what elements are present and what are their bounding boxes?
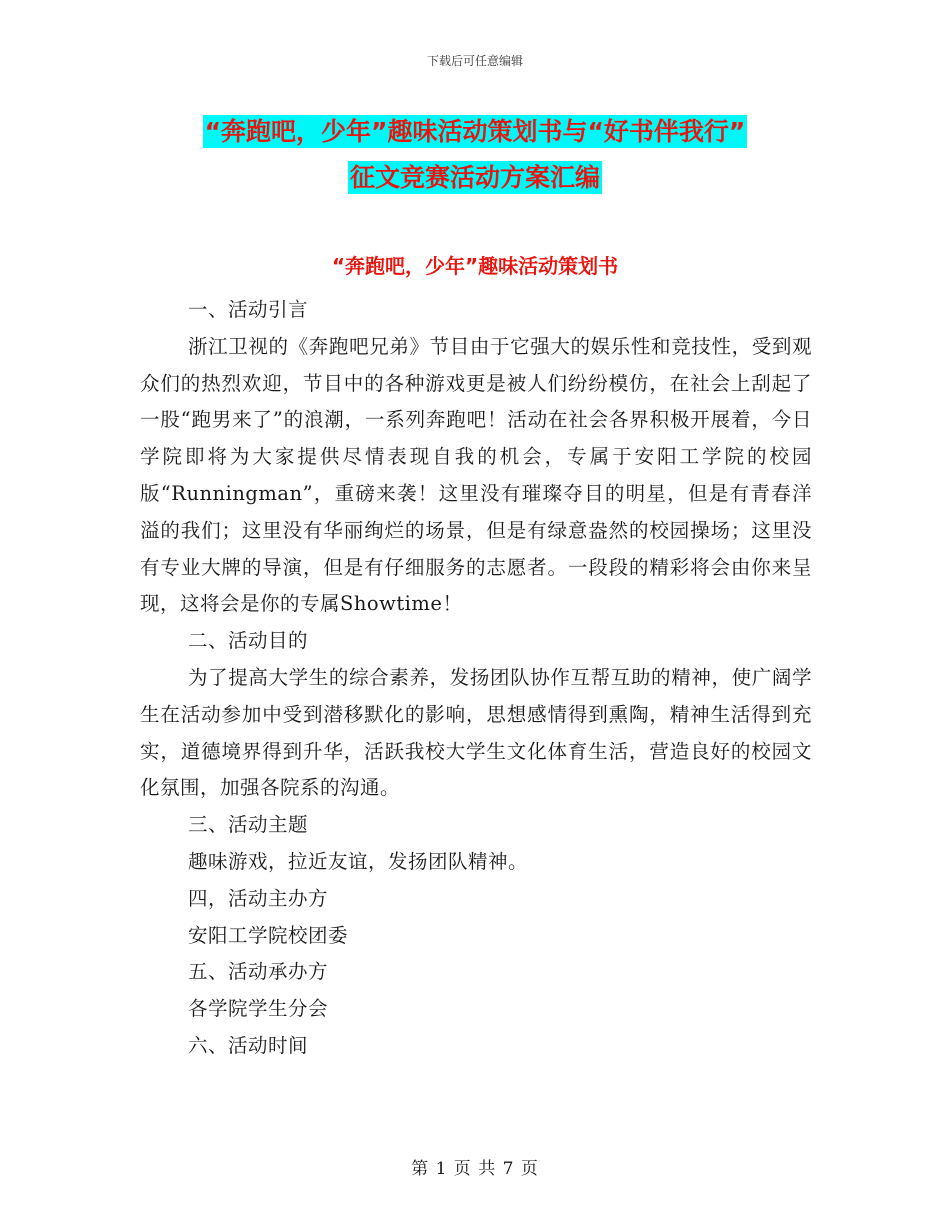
paragraph-organizer: 安阳工学院校团委 xyxy=(188,923,349,947)
document-body xyxy=(140,292,812,1065)
page-footer: 第 1 页 共 7 页 xyxy=(411,1159,539,1179)
main-title-line2: 征文竞赛活动方案汇编 xyxy=(349,163,600,192)
heading-host: 五、活动承办方 xyxy=(188,960,329,984)
heading-introduction: 一、活动引言 xyxy=(188,298,309,321)
heading-organizer: 四，活动主办方 xyxy=(188,886,329,910)
heading-time: 六、活动时间 xyxy=(188,1033,309,1057)
heading-theme: 三、活动主题 xyxy=(188,813,309,837)
paragraph-introduction: 浙江卫视的《奔跑吧兄弟》节目由于它强大的娱乐性和竞技性，受到观众们的热烈欢迎，节目中的各种游戏更是被人们纷纷模仿，在社会上刮起了一股“跑男来了”的浪潮，一系列奔跑吧！活动在社会各界积极开展着，今日学院即将为大家提供尽情表现自我的机会，专属于安阳工学院的校园版“Runningman”，重磅来袭！这里没有璀璨夺目的明星，但是有青春洋溢的我们；这里没有华丽绚烂的场景，但是有绿意盎然的校园操场；这里没有专业大牌的导演，但是有仔细服务的志愿者。一段段的精彩将会由你来呈现，这将会是你的专属Showtime！ xyxy=(140,334,812,616)
paragraph-purpose: 为了提高大学生的综合素养，发扬团队协作互帮互助的精神，使广阔学生在活动参加中受到潜移默化的影响，思想感情得到熏陶，精神生活得到充实，道德境界得到升华，活跃我校大学生文化体育生活，营造良好的校园文化氛围，加强各院系的沟通。 xyxy=(140,665,812,800)
paragraph-theme: 趣味游戏，拉近友谊，发扬团队精神。 xyxy=(188,849,529,873)
header-note: 下载后可任意编辑 xyxy=(426,54,523,68)
heading-purpose: 二、活动目的 xyxy=(188,629,309,653)
paragraph-host: 各学院学生分会 xyxy=(188,997,329,1021)
section-title: “奔跑吧，少年”趣味活动策划书 xyxy=(331,254,619,278)
main-title-line1: “奔跑吧，少年”趣味活动策划书与“好书伴我行” xyxy=(204,117,746,146)
